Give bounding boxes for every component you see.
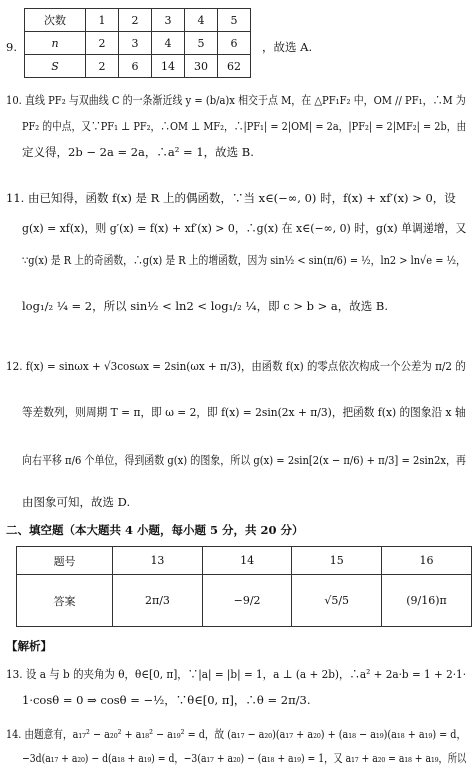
table-cell: 3 <box>152 9 185 32</box>
table-cell: 13 <box>113 547 203 575</box>
table-cell: 5 <box>218 9 251 32</box>
q12-line-4: 由图象可知，故选 D. <box>22 495 131 509</box>
q9-table <box>24 8 251 78</box>
table-cell: 30 <box>185 55 218 78</box>
q12-block <box>0 348 472 518</box>
table-cell: 答案 <box>17 575 113 627</box>
q11-line-2: g(x) = xf(x)，则 g′(x) = f(x) + xf′(x) > 0，∴g(x) 在 x∈(−∞, 0) 时，g(x) 单调递增，又 <box>22 221 467 235</box>
q9-number: 9. <box>6 40 17 54</box>
table-cell: −9/2 <box>202 575 292 627</box>
q13-block <box>0 666 472 726</box>
analysis-label: 【解析】 <box>6 639 52 653</box>
table-cell: 6 <box>119 55 152 78</box>
table-cell: √5/5 <box>292 575 382 627</box>
table-cell: (9/16)π <box>382 575 472 627</box>
q13-line-1: 13. 设 a 与 b 的夹角为 θ，θ∈[0, π]，∵|a| = |b| = 1，a ⊥ (a + 2b)，∴a² + 2a·b = 1 + 2·1· <box>6 667 467 681</box>
table-row <box>25 32 251 55</box>
q10-block <box>0 92 472 172</box>
table-cell: 16 <box>382 547 472 575</box>
q11-block <box>0 190 472 330</box>
q10-line-1: 10. 直线 PF₂ 与双曲线 C 的一条渐近线 y = (b/a)x 相交于点 M，在 △PF₁F₂ 中，OM // PF₁，∴M 为 <box>6 93 466 107</box>
section-title: 二、填空题（本大题共 4 小题，每小题 5 分，共 20 分） <box>6 523 304 537</box>
q12-line-1: 12. f(x) = sinωx + √3cosωx = 2sin(ωx + π/3)，由函数 f(x) 的零点依次构成一个公差为 π/2 的 <box>6 359 466 373</box>
table-cell: 4 <box>185 9 218 32</box>
table-cell: 3 <box>119 32 152 55</box>
table-cell: 2 <box>86 55 119 78</box>
q13-line-2: 1·cosθ = 0 ⇒ cosθ = −½，∵θ∈[0, π]，∴θ = 2π/3. <box>22 693 311 707</box>
q14-line-2: −3d(a₁₇ + a₂₀) − d(a₁₈ + a₁₉) = d，−3(a₁₇ + a₂₀) − (a₁₈ + a₁₉) = 1，又 a₁₇ + a₂₀ = a₁₈ + a₁₉，所以 <box>22 751 467 765</box>
table-cell: S <box>25 55 86 78</box>
q9-tail: ，故选 A. <box>262 40 313 54</box>
answer-table <box>16 546 472 627</box>
table-cell: 1 <box>86 9 119 32</box>
table-cell: 15 <box>292 547 382 575</box>
q14-block <box>0 726 472 774</box>
table-row <box>17 575 472 627</box>
table-cell: 次数 <box>25 9 86 32</box>
q11-line-3: ∵g(x) 是 R 上的奇函数，∴g(x) 是 R 上的增函数，因为 sin½ < sin(π/6) = ½，ln2 > ln√e = ½， <box>22 253 466 267</box>
q11-line-4: log₁/₂ ¼ = 2，所以 sin½ < ln2 < log₁/₂ ¼，即 c > b > a，故选 B. <box>22 299 389 313</box>
table-cell: n <box>25 32 86 55</box>
table-cell: 2 <box>119 9 152 32</box>
table-cell: 2 <box>86 32 119 55</box>
table-cell: 14 <box>152 55 185 78</box>
table-cell: 14 <box>202 547 292 575</box>
q12-line-2: 等差数列，则周期 T = π，即 ω = 2，即 f(x) = 2sin(2x + π/3)，把函数 f(x) 的图象沿 x 轴 <box>22 405 466 419</box>
fill-in-section <box>0 522 472 632</box>
table-row <box>25 9 251 32</box>
table-cell: 62 <box>218 55 251 78</box>
table-cell: 4 <box>152 32 185 55</box>
table-cell: 2π/3 <box>113 575 203 627</box>
q11-line-1: 11. 由已知得，函数 f(x) 是 R 上的偶函数，∵当 x∈(−∞, 0) 时，f(x) + xf′(x) > 0，设 <box>6 191 456 205</box>
q14-line-1: 14. 由题意有，a₁₇² − a₂₀² + a₁₈² − a₁₉² = d，故 (a₁₇ − a₂₀)(a₁₇ + a₂₀) + (a₁₈ − a₁₉)(a₁₈ + a₁₉) = d， <box>6 727 467 741</box>
q12-line-3: 向右平移 π/6 个单位，得到函数 g(x) 的图象，所以 g(x) = 2sin[2(x − π/6) + π/3] = 2sin2x，再 <box>22 453 466 467</box>
table-cell: 6 <box>218 32 251 55</box>
table-cell: 题号 <box>17 547 113 575</box>
q9-block <box>0 6 472 74</box>
q10-line-3: 定义得，2b − 2a = 2a，∴a² = 1，故选 B. <box>22 145 254 159</box>
q10-line-2: PF₂ 的中点，又∵PF₁ ⊥ PF₂，∴OM ⊥ MF₂，∴|PF₁| = 2|OM| = 2a，|PF₂| = 2|MF₂| = 2b，由 <box>22 119 467 133</box>
table-cell: 5 <box>185 32 218 55</box>
table-row <box>17 547 472 575</box>
table-row <box>25 55 251 78</box>
